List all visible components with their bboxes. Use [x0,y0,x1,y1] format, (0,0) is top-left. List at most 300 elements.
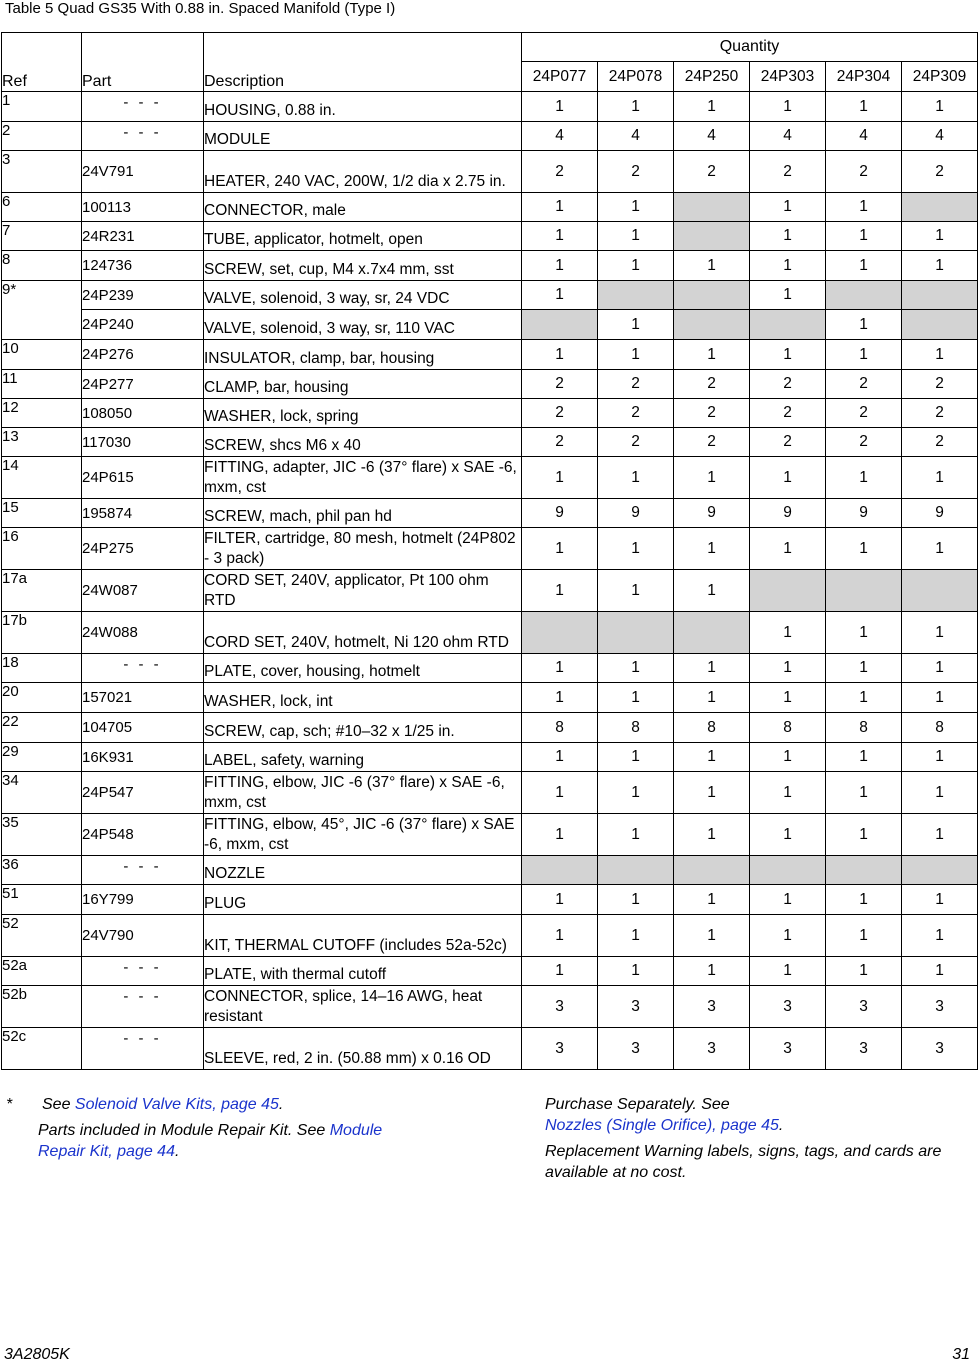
description-cell: WASHER, lock, int [204,683,522,713]
quantity-cell: 1 [826,251,902,281]
quantity-cell: 1 [826,222,902,251]
quantity-cell: 2 [826,428,902,457]
quantity-cell: 1 [826,654,902,683]
quantity-cell: 1 [598,310,674,340]
ref-cell: 8 [2,251,82,281]
quantity-cell: 1 [522,251,598,281]
purchase-note: Purchase Separately. See Nozzles (Single Orifice), page 45. [545,1096,784,1134]
document-id: 3A2805K [4,1346,70,1363]
quantity-cell-empty [522,612,598,654]
description-cell: TUBE, applicator, hotmelt, open [204,222,522,251]
ref-cell: 14 [2,457,82,499]
quantity-cell: 1 [522,915,598,957]
description-cell: INSULATOR, clamp, bar, housing [204,340,522,370]
table-row [2,193,978,222]
quantity-cell: 2 [902,151,978,193]
quantity-cell: 1 [522,222,598,251]
part-header: Part [82,33,204,92]
quantity-cell: 1 [674,92,750,122]
quantity-cell-empty [826,570,902,612]
quantity-cell: 1 [826,814,902,856]
quantity-cell: 9 [674,499,750,528]
description-cell: CORD SET, 240V, hotmelt, Ni 120 ohm RTD [204,612,522,654]
part-cell: - - - [82,957,204,986]
table-row [2,528,978,570]
ref-cell: 16 [2,528,82,570]
quantity-cell-empty [902,193,978,222]
table-row [2,772,978,814]
quantity-cell: 1 [598,528,674,570]
quantity-cell: 1 [750,457,826,499]
part-cell: 104705 [82,713,204,743]
description-cell: FITTING, elbow, JIC -6 (37° flare) x SAE -6, mxm, cst [204,772,522,814]
quantity-cell: 2 [522,370,598,399]
quantity-cell: 2 [598,370,674,399]
quantity-cell: 1 [598,683,674,713]
description-cell: CONNECTOR, male [204,193,522,222]
quantity-cell: 3 [902,986,978,1028]
quantity-cell: 1 [598,957,674,986]
quantity-cell: 2 [674,428,750,457]
part-cell: 100113 [82,193,204,222]
quantity-cell: 1 [902,957,978,986]
solenoid-note: * See Solenoid Valve Kits, page 45. [6,1096,284,1113]
quantity-cell: 2 [522,428,598,457]
quantity-cell: 1 [674,570,750,612]
quantity-cell: 4 [674,122,750,151]
quantity-cell: 8 [902,713,978,743]
quantity-cell: 1 [902,251,978,281]
quantity-cell: 1 [826,310,902,340]
part-cell: - - - [82,856,204,885]
quantity-cell: 1 [750,814,826,856]
description-header: Description [204,33,522,92]
part-cell: 16K931 [82,743,204,772]
quantity-cell-empty [902,310,978,340]
quantity-cell-empty [674,856,750,885]
quantity-cell: 1 [598,193,674,222]
quantity-cell-empty [902,856,978,885]
model-header: 24P250 [674,62,750,92]
quantity-cell: 3 [750,986,826,1028]
quantity-cell: 1 [750,743,826,772]
part-cell: 24W087 [82,570,204,612]
ref-cell: 52c [2,1028,82,1070]
description-cell: CORD SET, 240V, applicator, Pt 100 ohm RTD [204,570,522,612]
quantity-cell: 8 [674,713,750,743]
description-cell: CONNECTOR, splice, 14–16 AWG, heat resistant [204,986,522,1028]
quantity-cell: 1 [902,683,978,713]
quantity-cell: 2 [902,428,978,457]
quantity-cell: 1 [598,772,674,814]
table-row [2,310,978,340]
quantity-cell: 1 [902,528,978,570]
quantity-cell-empty [522,856,598,885]
quantity-cell: 8 [522,713,598,743]
quantity-cell: 8 [598,713,674,743]
table-row [2,281,978,310]
quantity-cell: 2 [674,151,750,193]
description-cell: PLATE, with thermal cutoff [204,957,522,986]
quantity-cell: 4 [522,122,598,151]
ref-cell: 51 [2,885,82,915]
table-row [2,915,978,957]
quantity-cell: 2 [674,370,750,399]
description-cell: MODULE [204,122,522,151]
table-row [2,986,978,1028]
quantity-cell: 1 [598,915,674,957]
part-cell: - - - [82,92,204,122]
quantity-cell: 2 [902,370,978,399]
quantity-cell: 1 [902,743,978,772]
quantity-cell: 1 [750,683,826,713]
ref-cell: 52b [2,986,82,1028]
quantity-cell: 1 [598,92,674,122]
warning-note: Replacement Warning labels, signs, tags, and cards are available at no cost. [545,1143,942,1181]
quantity-cell-empty [598,612,674,654]
part-cell: 124736 [82,251,204,281]
quantity-cell: 1 [674,457,750,499]
part-cell: 24P548 [82,814,204,856]
quantity-cell: 1 [674,957,750,986]
part-cell: 24V791 [82,151,204,193]
quantity-cell: 1 [598,251,674,281]
ref-cell: 13 [2,428,82,457]
part-cell: 24P547 [82,772,204,814]
quantity-cell: 4 [826,122,902,151]
part-cell: - - - [82,986,204,1028]
quantity-cell: 1 [522,743,598,772]
ref-cell: 1 [2,92,82,122]
quantity-cell: 1 [598,814,674,856]
quantity-cell: 2 [598,428,674,457]
quantity-cell: 2 [826,399,902,428]
quantity-cell: 3 [826,1028,902,1070]
quantity-cell: 3 [598,1028,674,1070]
quantity-cell: 1 [750,654,826,683]
quantity-cell: 1 [902,654,978,683]
quantity-cell: 1 [522,570,598,612]
quantity-cell: 1 [826,915,902,957]
ref-cell: 34 [2,772,82,814]
quantity-cell: 1 [750,281,826,310]
part-cell: - - - [82,122,204,151]
part-cell: 117030 [82,428,204,457]
part-cell: 24W088 [82,612,204,654]
table-row [2,222,978,251]
part-cell: 24P276 [82,340,204,370]
quantity-cell-empty [674,612,750,654]
quantity-cell: 2 [902,399,978,428]
quantity-cell: 3 [674,1028,750,1070]
quantity-cell-empty [826,856,902,885]
ref-cell: 10 [2,340,82,370]
quantity-cell: 1 [750,957,826,986]
quantity-cell: 1 [750,885,826,915]
quantity-cell: 1 [674,654,750,683]
quantity-cell: 1 [674,743,750,772]
ref-cell: 36 [2,856,82,885]
quantity-cell: 1 [826,193,902,222]
table-row [2,654,978,683]
quantity-cell: 1 [522,772,598,814]
quantity-cell: 9 [750,499,826,528]
part-cell: 24R231 [82,222,204,251]
ref-cell: 20 [2,683,82,713]
note-marker: * [6,1096,13,1113]
table-row [2,683,978,713]
module-note-text: Parts included in Module Repair Kit. See [38,1122,330,1139]
quantity-cell: 1 [902,457,978,499]
quantity-cell: 1 [826,743,902,772]
table-row [2,122,978,151]
quantity-cell: 3 [598,986,674,1028]
table-row [2,1028,978,1070]
ref-cell: 22 [2,713,82,743]
model-header: 24P078 [598,62,674,92]
quantity-cell: 1 [674,683,750,713]
quantity-cell: 1 [522,281,598,310]
table-row [2,814,978,856]
ref-cell: 29 [2,743,82,772]
description-cell: SCREW, cap, sch; #10–32 x 1/25 in. [204,713,522,743]
solenoid-valve-kits-link[interactable]: Solenoid Valve Kits, page 45 [74,1096,279,1113]
ref-cell: 35 [2,814,82,856]
parts-table [1,32,978,1070]
quantity-cell: 1 [598,340,674,370]
quantity-cell: 1 [598,570,674,612]
quantity-cell: 1 [522,957,598,986]
notes-right [545,1094,970,1188]
quantity-cell: 2 [750,428,826,457]
quantity-cell: 1 [826,957,902,986]
quantity-cell: 9 [902,499,978,528]
ref-cell: 9* [2,281,82,340]
part-cell: 24P277 [82,370,204,399]
part-cell: 24P615 [82,457,204,499]
quantity-cell: 1 [902,885,978,915]
quantity-cell: 1 [750,251,826,281]
quantity-cell: 4 [750,122,826,151]
quantity-cell: 2 [598,399,674,428]
quantity-cell: 3 [674,986,750,1028]
table-row [2,251,978,281]
quantity-cell-empty [750,856,826,885]
quantity-cell: 1 [826,885,902,915]
module-repair-kit-link[interactable]: Module Repair Kit, page 44 [38,1122,383,1160]
quantity-cell: 1 [750,915,826,957]
quantity-cell: 2 [750,151,826,193]
quantity-cell: 2 [522,151,598,193]
quantity-cell: 1 [902,340,978,370]
header-row [2,33,978,62]
description-cell: KIT, THERMAL CUTOFF (includes 52a-52c) [204,915,522,957]
description-cell: SCREW, set, cup, M4 x.7x4 mm, sst [204,251,522,281]
quantity-cell: 4 [902,122,978,151]
quantity-cell: 1 [902,772,978,814]
quantity-cell: 1 [902,92,978,122]
model-header: 24P303 [750,62,826,92]
table-row [2,856,978,885]
table-row [2,743,978,772]
quantity-cell: 3 [902,1028,978,1070]
quantity-cell: 1 [674,340,750,370]
quantity-cell: 3 [750,1028,826,1070]
quantity-cell-empty [750,310,826,340]
quantity-cell: 1 [750,222,826,251]
quantity-cell: 1 [674,885,750,915]
description-cell: FITTING, elbow, 45°, JIC -6 (37° flare) x SAE -6, mxm, cst [204,814,522,856]
module-note: Parts included in Module Repair Kit. See Module Repair Kit, page 44. [38,1122,383,1160]
parts-table-body [2,92,978,1070]
description-cell: SLEEVE, red, 2 in. (50.88 mm) x 0.16 OD [204,1028,522,1070]
quantity-cell: 1 [826,772,902,814]
quantity-cell-empty [674,281,750,310]
model-header: 24P309 [902,62,978,92]
quantity-cell: 8 [750,713,826,743]
quantity-cell: 1 [750,772,826,814]
quantity-cell: 1 [674,915,750,957]
ref-cell: 15 [2,499,82,528]
ref-cell: 7 [2,222,82,251]
purchase-note-text: Purchase Separately. See [545,1096,730,1113]
quantity-cell: 1 [598,654,674,683]
quantity-cell: 2 [674,399,750,428]
quantity-cell: 8 [826,713,902,743]
quantity-cell: 1 [522,814,598,856]
quantity-cell: 3 [826,986,902,1028]
table-title: Table 5 Quad GS35 With 0.88 in. Spaced Manifold (Type I) [5,0,396,17]
description-cell: LABEL, safety, warning [204,743,522,772]
table-row [2,370,978,399]
description-cell: SCREW, shcs M6 x 40 [204,428,522,457]
quantity-cell: 1 [826,92,902,122]
quantity-cell: 1 [674,528,750,570]
part-cell: 24P275 [82,528,204,570]
quantity-cell: 9 [522,499,598,528]
quantity-cell: 1 [902,915,978,957]
quantity-cell: 1 [750,92,826,122]
ref-cell: 17b [2,612,82,654]
quantity-cell: 1 [522,92,598,122]
part-cell: 24P240 [82,310,204,340]
description-cell: WASHER, lock, spring [204,399,522,428]
table-row [2,957,978,986]
part-cell: 24V790 [82,915,204,957]
quantity-cell: 4 [598,122,674,151]
solenoid-note-text: See [42,1096,75,1113]
quantity-cell: 2 [750,370,826,399]
quantity-cell: 1 [750,193,826,222]
description-cell: HOUSING, 0.88 in. [204,92,522,122]
quantity-cell: 1 [598,743,674,772]
table-row [2,570,978,612]
quantity-cell-empty [674,222,750,251]
quantity-cell: 3 [522,986,598,1028]
table-row [2,713,978,743]
table-row [2,457,978,499]
quantity-cell: 1 [750,612,826,654]
description-cell: PLUG [204,885,522,915]
nozzles-link[interactable]: Nozzles (Single Orifice), page 45 [545,1117,779,1134]
quantity-cell: 1 [598,457,674,499]
quantity-cell: 1 [826,683,902,713]
quantity-cell: 1 [598,222,674,251]
quantity-cell: 1 [522,340,598,370]
ref-cell: 52 [2,915,82,957]
quantity-cell: 1 [522,654,598,683]
quantity-cell: 1 [826,340,902,370]
quantity-cell: 1 [522,528,598,570]
ref-header: Ref [2,33,82,92]
ref-cell: 2 [2,122,82,151]
quantity-cell-empty [902,570,978,612]
quantity-cell: 1 [674,251,750,281]
description-cell: VALVE, solenoid, 3 way, sr, 110 VAC [204,310,522,340]
quantity-cell-empty [522,310,598,340]
quantity-cell: 1 [598,885,674,915]
table-row [2,612,978,654]
table-row [2,151,978,193]
description-cell: VALVE, solenoid, 3 way, sr, 24 VDC [204,281,522,310]
description-cell: FILTER, cartridge, 80 mesh, hotmelt (24P802 - 3 pack) [204,528,522,570]
quantity-cell: 1 [826,457,902,499]
ref-cell: 18 [2,654,82,683]
quantity-cell: 2 [826,151,902,193]
quantity-header: Quantity [522,33,978,62]
quantity-cell-empty [674,193,750,222]
quantity-cell: 1 [902,814,978,856]
description-cell: PLATE, cover, housing, hotmelt [204,654,522,683]
ref-cell: 11 [2,370,82,399]
description-cell: NOZZLE [204,856,522,885]
page-number: 31 [952,1346,970,1363]
quantity-cell: 1 [522,193,598,222]
ref-cell: 17a [2,570,82,612]
quantity-cell-empty [598,856,674,885]
part-cell: 24P239 [82,281,204,310]
quantity-cell: 1 [674,814,750,856]
table-row [2,399,978,428]
ref-cell: 6 [2,193,82,222]
quantity-cell-empty [674,310,750,340]
model-header: 24P077 [522,62,598,92]
part-cell: 16Y799 [82,885,204,915]
quantity-cell: 1 [750,528,826,570]
table-row [2,92,978,122]
part-cell: - - - [82,654,204,683]
table-row [2,428,978,457]
description-cell: FITTING, adapter, JIC -6 (37° flare) x SAE -6, mxm, cst [204,457,522,499]
part-cell: 157021 [82,683,204,713]
description-cell: SCREW, mach, phil pan hd [204,499,522,528]
quantity-cell: 1 [826,612,902,654]
quantity-cell-empty [598,281,674,310]
part-cell: - - - [82,1028,204,1070]
table-row [2,885,978,915]
part-cell: 195874 [82,499,204,528]
quantity-cell: 1 [522,885,598,915]
quantity-cell: 2 [826,370,902,399]
table-row [2,499,978,528]
quantity-cell: 1 [522,683,598,713]
quantity-cell: 1 [522,457,598,499]
quantity-cell-empty [826,281,902,310]
quantity-cell: 9 [598,499,674,528]
notes-left [6,1094,476,1167]
quantity-cell-empty [750,570,826,612]
quantity-cell: 1 [674,772,750,814]
